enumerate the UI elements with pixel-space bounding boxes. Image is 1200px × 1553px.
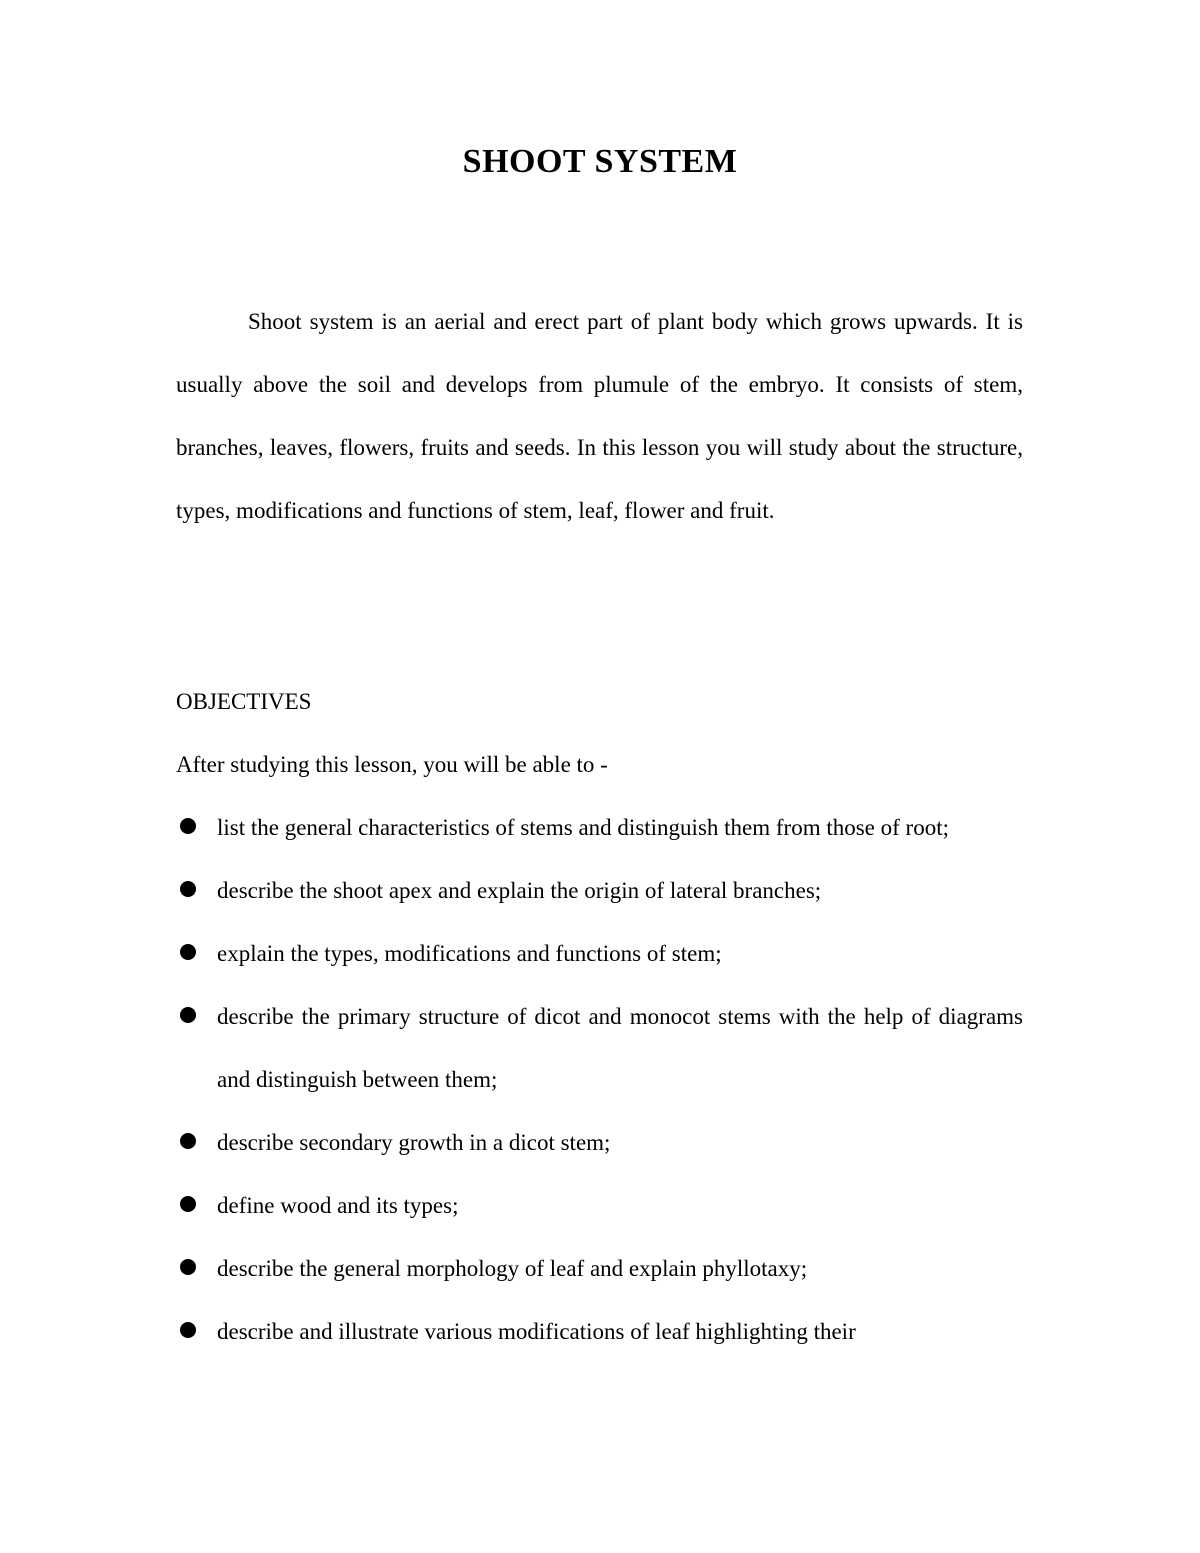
objective-item (176, 859, 1023, 922)
objective-item (176, 1174, 1023, 1237)
objective-text: describe the shoot apex and explain the origin of lateral branches; (217, 878, 822, 903)
objective-text: list the general characteristics of stems and distinguish them from those of root; (217, 815, 949, 840)
objective-text: describe the general morphology of leaf and explain phyllotaxy; (217, 1256, 808, 1281)
bullet-icon (180, 818, 196, 834)
objectives-lead-in: After studying this lesson, you will be able to - (176, 752, 608, 777)
objective-item (176, 1111, 1023, 1174)
page-title: SHOOT SYSTEM (462, 143, 738, 180)
objectives-list (176, 796, 1023, 1363)
bullet-icon (180, 1259, 196, 1275)
objective-item (176, 985, 1023, 1111)
objective-item (176, 1237, 1023, 1300)
bullet-icon (180, 881, 196, 897)
objective-text: explain the types, modifications and functions of stem; (217, 941, 722, 966)
intro-paragraph: Shoot system is an aerial and erect part of plant body which grows upwards. It is usually above the soil and develops from plumule of the embryo. It consists of stem, branches, leaves, flowers, fruits and seeds. In this lesson you will study about the structure, types, modifications and functions of stem, leaf, flower and fruit. (176, 309, 1023, 523)
objective-text: describe secondary growth in a dicot stem; (217, 1130, 611, 1155)
bullet-icon (180, 944, 196, 960)
objective-text: describe the primary structure of dicot and monocot stems with the help of diagrams and distinguish between them; (217, 1004, 1023, 1092)
bullet-icon (180, 1322, 196, 1338)
objective-item (176, 796, 1023, 859)
objective-item (176, 922, 1023, 985)
bullet-icon (180, 1133, 196, 1149)
bullet-icon (180, 1196, 196, 1212)
objectives-heading: OBJECTIVES (176, 689, 312, 714)
objective-item (176, 1300, 1023, 1363)
objective-text: describe and illustrate various modifications of leaf highlighting their (217, 1319, 856, 1344)
objective-text: define wood and its types; (217, 1193, 459, 1218)
bullet-icon (180, 1007, 196, 1023)
